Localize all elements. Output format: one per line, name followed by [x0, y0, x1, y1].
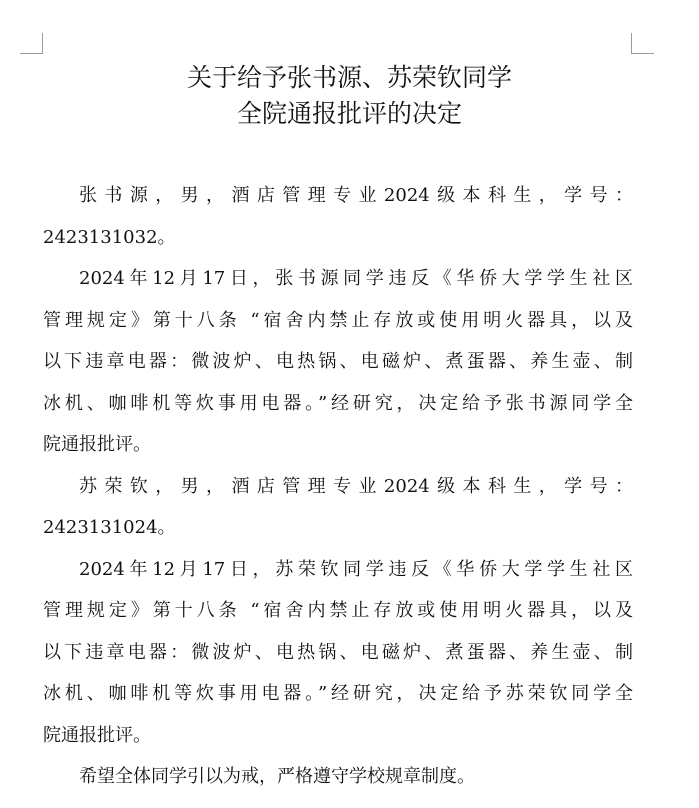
paragraph-su-violation: [43, 549, 633, 757]
paragraph-line: 以下违章电器：微波炉、电热锅、电磁炉、煮蛋器、养生壶、制: [43, 641, 633, 663]
paragraph-line: 以下违章电器：微波炉、电热锅、电磁炉、煮蛋器、养生壶、制: [43, 351, 633, 372]
document-title: [0, 60, 699, 132]
paragraph-line: 2024年12月17日，张书源同学违反《华侨大学学生社区: [79, 268, 633, 289]
paragraph-line: 苏荣钦，男，酒店管理专业2024级本科生，学号：: [79, 475, 633, 497]
paragraph-line: 院通报批评。: [43, 724, 151, 746]
paragraph-line: 管理规定》第十八条 “宿舍内禁止存放或使用明火器具，以及: [43, 600, 633, 621]
paragraph-line: 2423131024。: [43, 517, 176, 538]
title-line-2: 全院通报批评的决定: [236, 99, 462, 128]
document-body: [43, 175, 633, 798]
paragraph-zhang-violation: [43, 258, 633, 466]
crop-mark-top-left: [20, 33, 43, 54]
paragraph-line: 院通报批评。: [43, 434, 151, 455]
crop-mark-top-right: [631, 33, 654, 54]
paragraph-zhang-info: [43, 175, 633, 258]
paragraph-line: 张书源，男，酒店管理专业2024级本科生，学号：: [79, 185, 633, 206]
paragraph-line: 希望全体同学引以为戒，严格遵守学校规章制度。: [79, 766, 475, 787]
paragraph-su-info: [43, 466, 633, 549]
paragraph-line: 冰机、咖啡机等炊事用电器。”经研究，决定给予张书源同学全: [43, 392, 633, 414]
paragraph-line: 2024年12月17日，苏荣钦同学违反《华侨大学学生社区: [79, 558, 633, 580]
paragraph-line: 冰机、咖啡机等炊事用电器。”经研究，决定给予苏荣钦同学全: [43, 683, 633, 704]
paragraph-line: 2423131032。: [43, 226, 176, 248]
title-line-1: 关于给予张书源、苏荣钦同学: [186, 63, 512, 92]
paragraph-closing: [43, 756, 633, 798]
paragraph-line: 管理规定》第十八条 “宿舍内禁止存放或使用明火器具，以及: [43, 309, 633, 331]
